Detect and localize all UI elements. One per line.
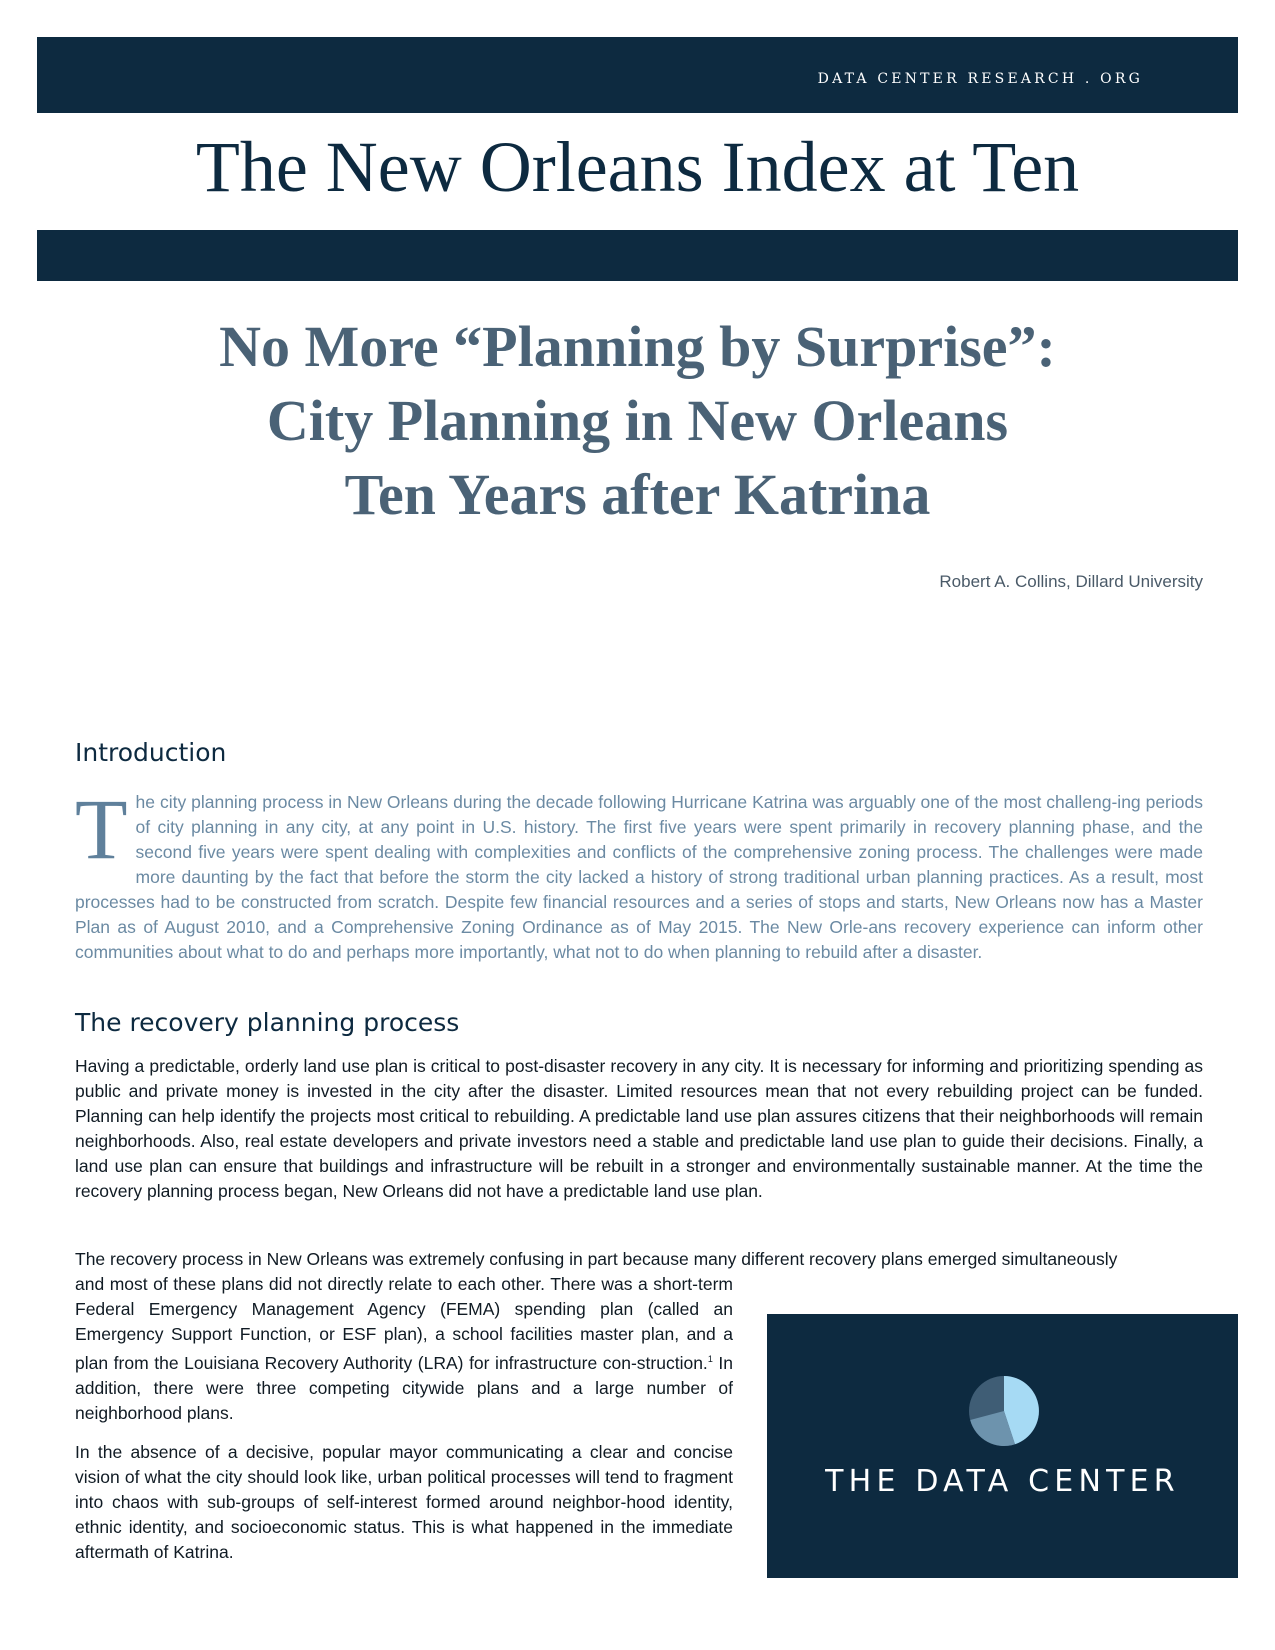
site-url[interactable]: DATA CENTER RESEARCH . ORG [817, 71, 1143, 87]
drop-cap: T [75, 781, 128, 877]
recovery-paragraph-2-lead: The recovery process in New Orleans was extremely confusing in part because many different recovery plans emerged simultaneously [75, 1249, 1118, 1269]
recovery-paragraph-2-text: and most of these plans did not directly relate to each other. There was a short-term Federal Emergency Management Agency (FEMA) spending plan (called an Emergency Support Function, or ESF plan), a school facilities master plan, and a plan from the Louisiana Recovery Authority (LRA) for infrastructure con-struction. [75, 1274, 733, 1373]
recovery-paragraph-2-text-cont: In addition, there were three competing citywide plans and a large number of neighborhood plans. [75, 1352, 733, 1423]
data-center-brand-box [767, 1314, 1238, 1578]
footnote-ref[interactable]: 1 [707, 1354, 713, 1364]
introduction-paragraph [75, 781, 1203, 965]
introduction-heading: Introduction [75, 738, 227, 767]
pie-logo-icon [967, 1374, 1041, 1448]
report-title-line-2: City Planning in New Orleans [266, 388, 1009, 453]
report-title-line-1: No More “Planning by Surprise”: [219, 314, 1056, 379]
title-divider-band [37, 230, 1238, 281]
report-title-line-3: Ten Years after Katrina [344, 462, 931, 527]
brand-name: THE DATA CENTER [825, 1464, 1180, 1499]
report-title [37, 310, 1238, 532]
author-byline: Robert A. Collins, Dillard University [939, 572, 1203, 591]
recovery-paragraph-3: In the absence of a decisive, popular mayor communicating a clear and concise vision of what the city should look like, urban political processes will tend to fragment into chaos with sub-groups of self-interest formed around neighbor-hood identity, ethnic identity, and socioeconomic status. This is what happened in the immediate aftermath of Katrina. [75, 1442, 733, 1562]
recovery-paragraph-2 [75, 1272, 733, 1426]
recovery-paragraph-1: Having a predictable, orderly land use plan is critical to post-disaster recovery in any city. It is necessary for informing and prioritizing spending as public and private money is invested in the city after the disaster. Limited resources mean that not every rebuilding project can be funded. Planning can help identify the projects most critical to rebuilding. A predictable land use plan assures citizens that their neighborhoods will remain neighborhoods. Also, real estate developers and private investors need a stable and predictable land use plan to guide their decisions. Finally, a land use plan can ensure that buildings and infrastructure will be rebuilt in a stronger and environmentally sustainable manner. At the time the recovery planning process began, New Orleans did not have a predictable land use plan. [75, 1056, 1203, 1201]
introduction-text: he city planning process in New Orleans during the decade following Hurricane Katrina was arguably one of the most challeng-ing periods of city planning in any city, at any point in U.S. history. The first five years were spent primarily in recovery planning phase, and the second five years were spent dealing with complexities and conflicts of the comprehensive zoning process. The challenges were made more daunting by the fact that before the storm the city lacked a history of strong traditional urban planning practices. As a result, most processes had to be constructed from scratch. Despite few financial resources and a series of stops and starts, New Orleans now has a Master Plan as of August 2010, and a Comprehensive Zoning Ordinance as of May 2015. The New Orle-ans recovery experience can inform other communities about what to do and perhaps more importantly, what not to do when planning to rebuild after a disaster. [75, 792, 1203, 962]
top-header-band [37, 37, 1238, 113]
series-title: The New Orleans Index at Ten [195, 127, 1080, 207]
recovery-heading: The recovery planning process [75, 1008, 460, 1037]
